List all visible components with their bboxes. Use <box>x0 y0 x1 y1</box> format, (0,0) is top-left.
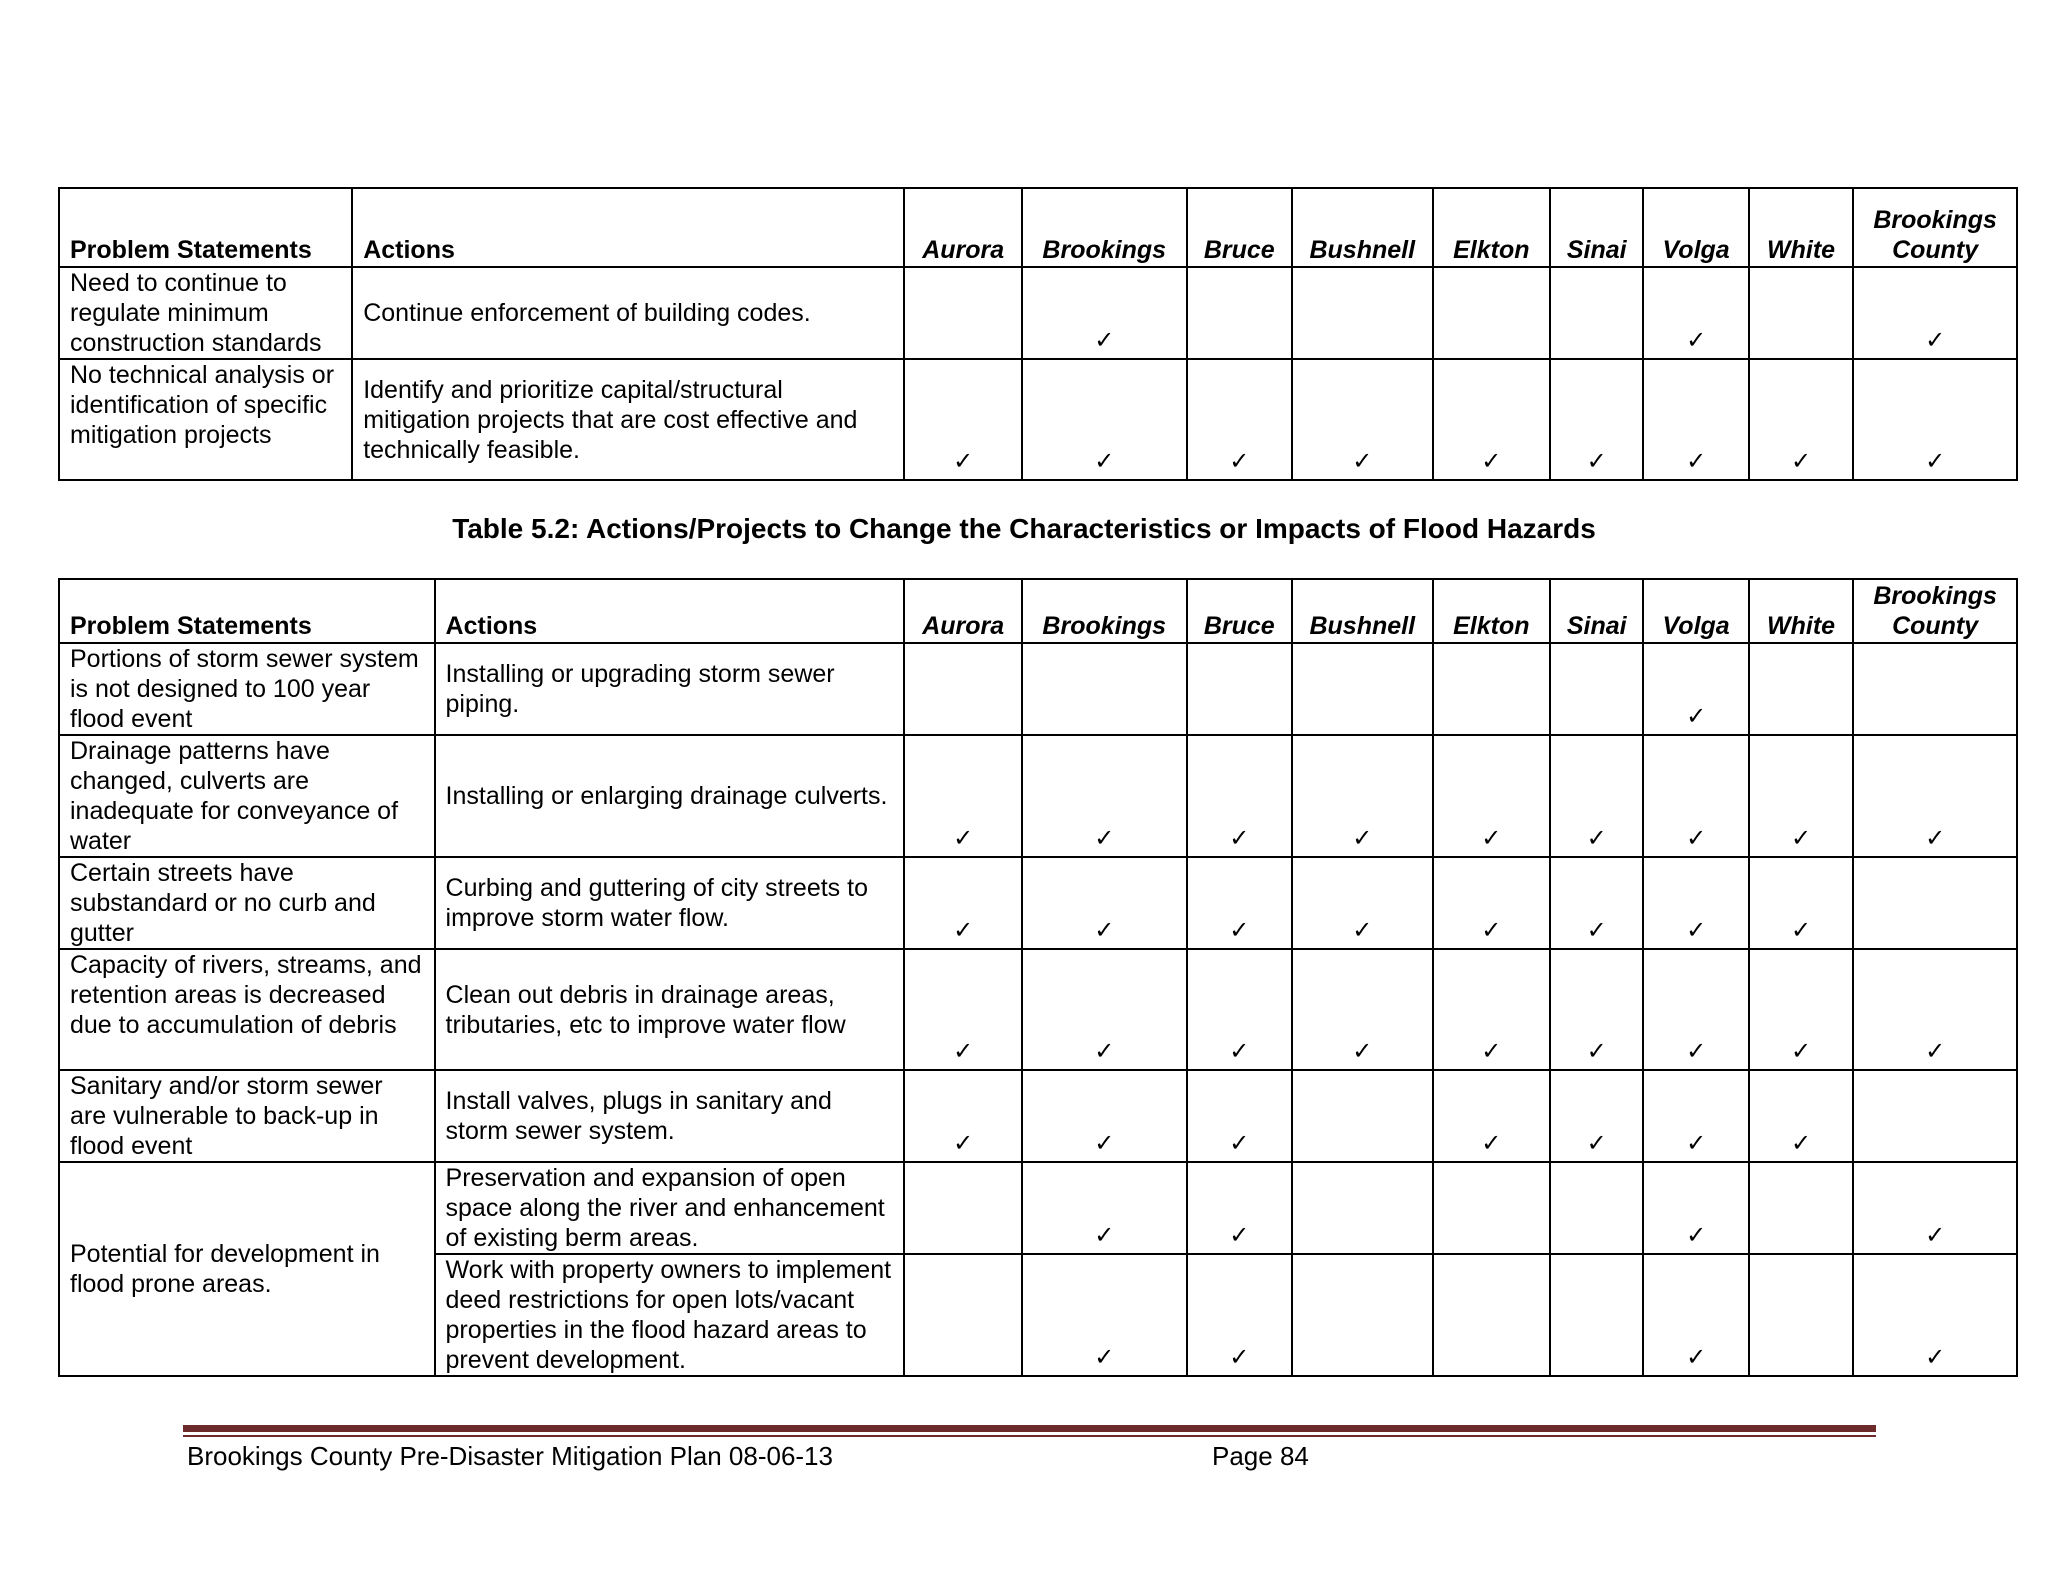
table-row <box>59 359 2017 480</box>
problem-statement-cell: Sanitary and/or storm sewer are vulnerable to back-up in flood event <box>59 1070 435 1162</box>
check-cell-bushnell <box>1292 643 1433 735</box>
footer-divider <box>183 1425 1876 1432</box>
check-cell-brookings: ✓ <box>1022 267 1187 359</box>
check-cell-elkton: ✓ <box>1433 1070 1550 1162</box>
column-header-actions: Actions <box>352 188 904 267</box>
problem-statement-cell: Capacity of rivers, streams, and retention areas is decreased due to accumulation of debris <box>59 949 435 1070</box>
check-cell-sinai <box>1550 643 1643 735</box>
check-cell-volga: ✓ <box>1643 359 1748 480</box>
check-cell-bruce: ✓ <box>1187 1070 1292 1162</box>
check-cell-aurora: ✓ <box>904 359 1021 480</box>
check-cell-bruce: ✓ <box>1187 1162 1292 1254</box>
check-cell-bruce <box>1187 643 1292 735</box>
check-cell-brookings-county: ✓ <box>1853 949 2017 1070</box>
action-cell: Install valves, plugs in sanitary and storm sewer system. <box>435 1070 905 1162</box>
check-cell-volga: ✓ <box>1643 643 1748 735</box>
column-header-white: White <box>1749 188 1853 267</box>
check-cell-brookings-county: ✓ <box>1853 735 2017 857</box>
check-cell-volga: ✓ <box>1643 1254 1748 1376</box>
check-cell-bushnell <box>1292 1070 1433 1162</box>
check-cell-sinai <box>1550 1254 1643 1376</box>
check-cell-sinai <box>1550 267 1643 359</box>
check-cell-brookings: ✓ <box>1022 1162 1187 1254</box>
check-cell-aurora <box>904 1162 1021 1254</box>
check-cell-sinai: ✓ <box>1550 949 1643 1070</box>
check-cell-volga: ✓ <box>1643 735 1748 857</box>
problem-statement-cell: Need to continue to regulate minimum construction standards <box>59 267 352 359</box>
action-cell: Installing or enlarging drainage culverts. <box>435 735 905 857</box>
check-cell-volga: ✓ <box>1643 857 1748 949</box>
check-cell-bruce <box>1187 267 1292 359</box>
table-title: Table 5.2: Actions/Projects to Change the Characteristics or Impacts of Flood Hazards <box>452 513 1596 544</box>
table-row <box>59 735 2017 857</box>
action-cell: Curbing and guttering of city streets to improve storm water flow. <box>435 857 905 949</box>
check-cell-white: ✓ <box>1749 857 1853 949</box>
mitigation-actions-table <box>58 187 2018 481</box>
column-header-bruce: Bruce <box>1187 188 1292 267</box>
action-cell: Preservation and expansion of open space along the river and enhancement of existing berm areas. <box>435 1162 905 1254</box>
check-cell-volga: ✓ <box>1643 949 1748 1070</box>
column-header-bushnell: Bushnell <box>1292 188 1433 267</box>
check-cell-white <box>1749 1254 1853 1376</box>
action-cell: Identify and prioritize capital/structural mitigation projects that are cost effective and technically feasible. <box>352 359 904 480</box>
check-cell-sinai: ✓ <box>1550 1070 1643 1162</box>
table-row <box>59 1070 2017 1162</box>
check-cell-brookings: ✓ <box>1022 1254 1187 1376</box>
check-cell-bushnell: ✓ <box>1292 949 1433 1070</box>
check-cell-brookings: ✓ <box>1022 735 1187 857</box>
check-cell-bushnell: ✓ <box>1292 857 1433 949</box>
table-row <box>59 267 2017 359</box>
check-cell-aurora: ✓ <box>904 1070 1021 1162</box>
check-cell-elkton: ✓ <box>1433 735 1550 857</box>
check-cell-brookings-county: ✓ <box>1853 267 2017 359</box>
column-header-problem: Problem Statements <box>59 188 352 267</box>
table-header-row <box>59 188 2017 267</box>
column-header-bushnell: Bushnell <box>1292 579 1433 643</box>
check-cell-white: ✓ <box>1749 1070 1853 1162</box>
check-cell-elkton: ✓ <box>1433 949 1550 1070</box>
check-cell-brookings: ✓ <box>1022 857 1187 949</box>
column-header-problem: Problem Statements <box>59 579 435 643</box>
footer-divider-thin <box>183 1435 1876 1437</box>
table-row <box>59 643 2017 735</box>
check-cell-bruce: ✓ <box>1187 949 1292 1070</box>
problem-statement-cell: Drainage patterns have changed, culverts are inadequate for conveyance of water <box>59 735 435 857</box>
check-cell-aurora: ✓ <box>904 949 1021 1070</box>
check-cell-bushnell <box>1292 1162 1433 1254</box>
column-header-elkton: Elkton <box>1433 579 1550 643</box>
column-header-aurora: Aurora <box>904 188 1021 267</box>
check-cell-brookings: ✓ <box>1022 359 1187 480</box>
check-cell-elkton <box>1433 1162 1550 1254</box>
check-cell-brookings-county <box>1853 643 2017 735</box>
check-cell-aurora: ✓ <box>904 857 1021 949</box>
check-cell-aurora <box>904 267 1021 359</box>
column-header-volga: Volga <box>1643 579 1748 643</box>
column-header-brookings: Brookings <box>1022 188 1187 267</box>
check-cell-elkton: ✓ <box>1433 359 1550 480</box>
flood-hazard-actions-table <box>58 578 2018 1377</box>
check-cell-white <box>1749 267 1853 359</box>
check-cell-elkton <box>1433 1254 1550 1376</box>
footer-document-title: Brookings County Pre-Disaster Mitigation Plan 08-06-13 <box>187 1441 833 1471</box>
check-cell-bushnell: ✓ <box>1292 359 1433 480</box>
check-cell-white <box>1749 643 1853 735</box>
column-header-brookings-county: Brookings County <box>1853 579 2017 643</box>
table-row <box>59 949 2017 1070</box>
check-cell-elkton <box>1433 267 1550 359</box>
action-cell: Clean out debris in drainage areas, tributaries, etc to improve water flow <box>435 949 905 1070</box>
check-cell-sinai: ✓ <box>1550 857 1643 949</box>
check-cell-brookings-county <box>1853 1070 2017 1162</box>
column-header-elkton: Elkton <box>1433 188 1550 267</box>
check-cell-aurora <box>904 643 1021 735</box>
check-cell-volga: ✓ <box>1643 1162 1748 1254</box>
check-cell-brookings-county: ✓ <box>1853 359 2017 480</box>
column-header-aurora: Aurora <box>904 579 1021 643</box>
check-cell-sinai: ✓ <box>1550 359 1643 480</box>
check-cell-bruce: ✓ <box>1187 1254 1292 1376</box>
check-cell-white: ✓ <box>1749 359 1853 480</box>
column-header-brookings: Brookings <box>1022 579 1187 643</box>
action-cell: Work with property owners to implement deed restrictions for open lots/vacant properties in the flood hazard areas to prevent development. <box>435 1254 905 1376</box>
check-cell-elkton: ✓ <box>1433 857 1550 949</box>
table-header-row <box>59 579 2017 643</box>
check-cell-bushnell <box>1292 267 1433 359</box>
check-cell-elkton <box>1433 643 1550 735</box>
action-cell: Installing or upgrading storm sewer piping. <box>435 643 905 735</box>
check-cell-bruce: ✓ <box>1187 359 1292 480</box>
problem-statement-cell: Certain streets have substandard or no curb and gutter <box>59 857 435 949</box>
check-cell-bushnell: ✓ <box>1292 735 1433 857</box>
problem-statement-cell: No technical analysis or identification of specific mitigation projects <box>59 359 352 480</box>
check-cell-volga: ✓ <box>1643 1070 1748 1162</box>
column-header-bruce: Bruce <box>1187 579 1292 643</box>
column-header-volga: Volga <box>1643 188 1748 267</box>
column-header-sinai: Sinai <box>1550 188 1643 267</box>
check-cell-aurora: ✓ <box>904 735 1021 857</box>
check-cell-sinai <box>1550 1162 1643 1254</box>
check-cell-brookings-county: ✓ <box>1853 1162 2017 1254</box>
check-cell-bushnell <box>1292 1254 1433 1376</box>
footer-page-number: Page 84 <box>1212 1441 1309 1471</box>
check-cell-bruce: ✓ <box>1187 735 1292 857</box>
table-row <box>59 1162 2017 1254</box>
column-header-white: White <box>1749 579 1853 643</box>
problem-statement-cell: Portions of storm sewer system is not designed to 100 year flood event <box>59 643 435 735</box>
column-header-actions: Actions <box>435 579 905 643</box>
check-cell-aurora <box>904 1254 1021 1376</box>
check-cell-sinai: ✓ <box>1550 735 1643 857</box>
column-header-brookings-county: Brookings County <box>1853 188 2017 267</box>
check-cell-brookings-county <box>1853 857 2017 949</box>
check-cell-brookings-county: ✓ <box>1853 1254 2017 1376</box>
check-cell-white: ✓ <box>1749 949 1853 1070</box>
action-cell: Continue enforcement of building codes. <box>352 267 904 359</box>
check-cell-white: ✓ <box>1749 735 1853 857</box>
check-cell-volga: ✓ <box>1643 267 1748 359</box>
problem-statement-cell: Potential for development in flood prone areas. <box>59 1162 435 1376</box>
check-cell-bruce: ✓ <box>1187 857 1292 949</box>
column-header-sinai: Sinai <box>1550 579 1643 643</box>
check-cell-brookings: ✓ <box>1022 949 1187 1070</box>
table-row <box>59 857 2017 949</box>
check-cell-brookings: ✓ <box>1022 1070 1187 1162</box>
check-cell-white <box>1749 1162 1853 1254</box>
check-cell-brookings <box>1022 643 1187 735</box>
